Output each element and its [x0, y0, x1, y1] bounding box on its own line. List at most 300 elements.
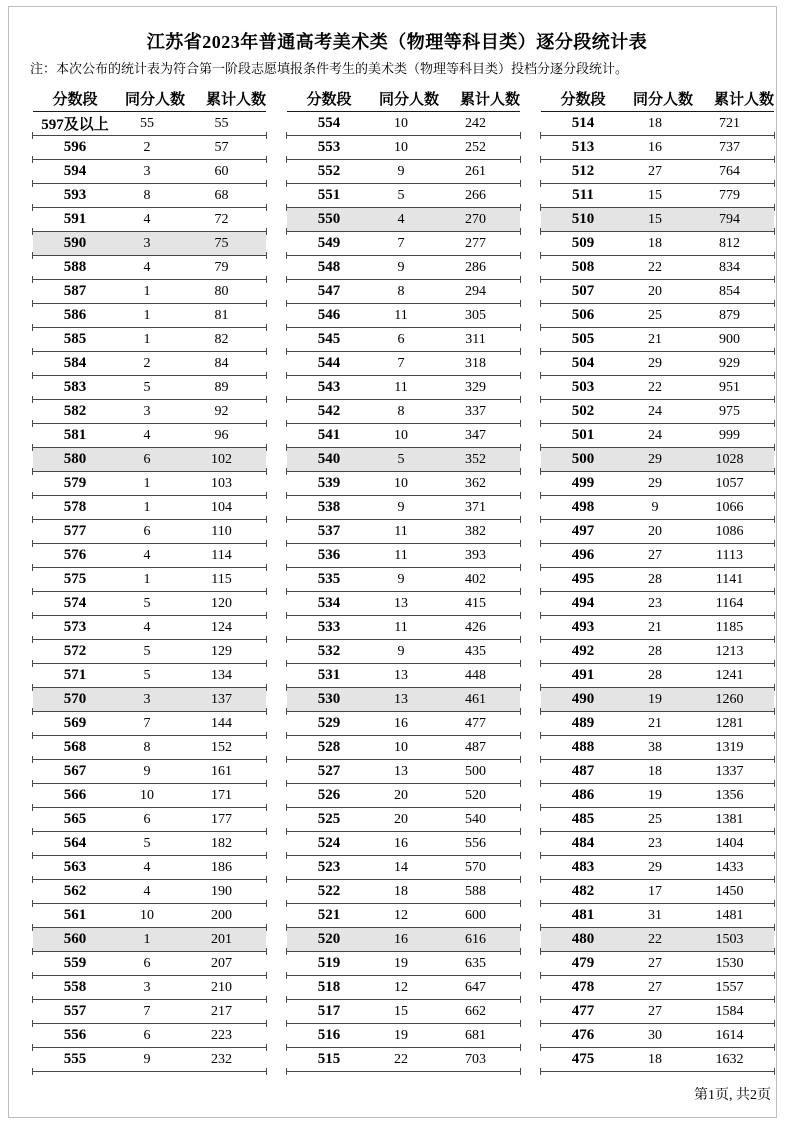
column-header: 分数段	[306, 92, 352, 108]
count-cell: 11	[394, 619, 408, 635]
cumulative-cell: 102	[211, 451, 232, 467]
count-cell: 20	[648, 523, 662, 539]
score-cell: 486	[571, 787, 595, 803]
cumulative-cell: 261	[465, 163, 486, 179]
count-cell: 19	[394, 1027, 408, 1043]
cumulative-cell: 975	[719, 403, 740, 419]
score-cell: 516	[317, 1027, 341, 1043]
score-cell: 574	[63, 595, 87, 611]
column-header: 分数段	[560, 92, 606, 108]
count-cell: 6	[143, 523, 151, 539]
cumulative-cell: 352	[465, 451, 486, 467]
cumulative-cell: 110	[211, 523, 232, 539]
cumulative-cell: 1404	[715, 835, 744, 851]
table-row	[287, 1024, 520, 1048]
table-row	[541, 592, 774, 616]
count-cell: 11	[394, 379, 408, 395]
page-footer: 第1页, 共2页	[694, 1088, 771, 1103]
count-cell: 3	[143, 403, 151, 419]
cumulative-cell: 103	[211, 475, 232, 491]
count-cell: 1	[143, 571, 151, 587]
cumulative-cell: 152	[211, 739, 232, 755]
score-cell: 590	[63, 235, 87, 251]
score-cell: 585	[63, 331, 87, 347]
table-row	[541, 472, 774, 496]
count-cell: 13	[394, 667, 408, 683]
table-row	[541, 352, 774, 376]
table-row	[541, 952, 774, 976]
cumulative-cell: 1381	[715, 811, 744, 827]
table-row	[287, 424, 520, 448]
score-cell: 481	[571, 907, 595, 923]
cumulative-cell: 900	[719, 331, 740, 347]
count-cell: 21	[648, 331, 662, 347]
cumulative-cell: 72	[214, 211, 229, 227]
count-cell: 13	[394, 595, 408, 611]
score-cell: 488	[571, 739, 595, 755]
cumulative-cell: 1450	[715, 883, 744, 899]
score-cell: 477	[571, 1003, 595, 1019]
column-header: 累计人数	[205, 92, 266, 108]
count-cell: 7	[397, 355, 405, 371]
count-cell: 16	[648, 139, 662, 155]
score-cell: 476	[571, 1027, 595, 1043]
score-cell: 547	[317, 283, 341, 299]
score-cell: 571	[63, 667, 87, 683]
score-cell: 577	[63, 523, 87, 539]
table-row	[541, 256, 774, 280]
score-cell: 496	[571, 547, 595, 563]
cumulative-cell: 1632	[715, 1051, 744, 1067]
score-cell: 597及以上	[41, 117, 109, 133]
score-cell: 544	[317, 355, 341, 371]
table-row	[541, 808, 774, 832]
cumulative-cell: 190	[211, 883, 232, 899]
count-cell: 9	[397, 259, 405, 275]
table-row	[541, 1000, 774, 1024]
table-row	[287, 232, 520, 256]
cumulative-cell: 137	[211, 691, 232, 707]
table-row	[287, 400, 520, 424]
cumulative-cell: 144	[211, 715, 232, 731]
score-cell: 520	[317, 931, 341, 947]
cumulative-cell: 1057	[715, 475, 744, 491]
table-row	[33, 400, 266, 424]
count-cell: 2	[143, 355, 151, 371]
cumulative-cell: 681	[465, 1027, 486, 1043]
score-cell: 575	[63, 571, 87, 587]
score-cell: 515	[317, 1051, 341, 1067]
table-row	[541, 544, 774, 568]
count-cell: 19	[394, 955, 408, 971]
table-row	[33, 520, 266, 544]
count-cell: 55	[140, 115, 154, 131]
count-cell: 3	[143, 691, 151, 707]
score-cell: 494	[571, 595, 595, 611]
cumulative-cell: 402	[465, 571, 486, 587]
table-row	[33, 832, 266, 856]
table-row	[33, 352, 266, 376]
table-row	[287, 496, 520, 520]
score-cell: 555	[63, 1051, 87, 1067]
score-cell: 528	[317, 739, 341, 755]
cumulative-cell: 171	[211, 787, 232, 803]
count-cell: 22	[648, 931, 662, 947]
score-cell: 524	[317, 835, 341, 851]
count-cell: 18	[648, 115, 662, 131]
score-cell: 514	[571, 115, 595, 131]
score-cell: 573	[63, 619, 87, 635]
cumulative-cell: 182	[211, 835, 232, 851]
cumulative-cell: 329	[465, 379, 486, 395]
cumulative-cell: 570	[465, 859, 486, 875]
cumulative-cell: 200	[211, 907, 232, 923]
cumulative-cell: 588	[465, 883, 486, 899]
count-cell: 7	[397, 235, 405, 251]
count-cell: 4	[143, 883, 151, 899]
count-cell: 4	[143, 259, 151, 275]
score-cell: 556	[63, 1027, 87, 1043]
table-row	[33, 424, 266, 448]
score-cell: 498	[571, 499, 595, 515]
table-row	[541, 208, 774, 232]
table-row	[541, 424, 774, 448]
table-row	[541, 400, 774, 424]
table-row	[33, 232, 266, 256]
score-cell: 507	[571, 283, 595, 299]
table-row	[287, 184, 520, 208]
table-row	[33, 256, 266, 280]
score-cell: 503	[571, 379, 595, 395]
score-cell: 541	[317, 427, 341, 443]
table-row	[541, 520, 774, 544]
score-cell: 543	[317, 379, 341, 395]
table-row	[287, 1048, 520, 1072]
cumulative-cell: 1319	[715, 739, 744, 755]
cumulative-cell: 177	[211, 811, 232, 827]
table-row	[287, 904, 520, 928]
cumulative-cell: 1356	[715, 787, 744, 803]
cumulative-cell: 161	[211, 763, 232, 779]
score-cell: 518	[317, 979, 341, 995]
table-row	[541, 304, 774, 328]
score-cell: 540	[317, 451, 341, 467]
score-cell: 562	[63, 883, 87, 899]
score-cell: 552	[317, 163, 341, 179]
count-cell: 9	[397, 163, 405, 179]
score-cell: 566	[63, 787, 87, 803]
count-cell: 10	[394, 139, 408, 155]
table-row	[33, 880, 266, 904]
table-row	[33, 208, 266, 232]
table-row	[287, 760, 520, 784]
cumulative-cell: 1164	[715, 595, 744, 611]
column-header: 分数段	[52, 92, 98, 108]
table-row	[541, 496, 774, 520]
score-cell: 596	[63, 139, 87, 155]
score-cell: 591	[63, 211, 87, 227]
count-cell: 9	[397, 643, 405, 659]
table-row	[541, 784, 774, 808]
count-cell: 1	[143, 307, 151, 323]
count-cell: 4	[143, 859, 151, 875]
score-cell: 583	[63, 379, 87, 395]
cumulative-cell: 1530	[715, 955, 744, 971]
score-cell: 493	[571, 619, 595, 635]
score-cell: 502	[571, 403, 595, 419]
score-cell: 491	[571, 667, 595, 683]
table-row	[33, 808, 266, 832]
count-cell: 16	[394, 715, 408, 731]
score-cell: 523	[317, 859, 341, 875]
cumulative-cell: 929	[719, 355, 740, 371]
cumulative-cell: 104	[211, 499, 232, 515]
table-row	[33, 544, 266, 568]
cumulative-cell: 1503	[715, 931, 744, 947]
cumulative-cell: 80	[214, 283, 229, 299]
count-cell: 6	[397, 331, 405, 347]
count-cell: 9	[143, 1051, 151, 1067]
count-cell: 13	[394, 763, 408, 779]
cumulative-cell: 662	[465, 1003, 486, 1019]
count-cell: 23	[648, 595, 662, 611]
cumulative-cell: 277	[465, 235, 486, 251]
table-row	[33, 688, 266, 712]
table-row	[541, 1024, 774, 1048]
count-cell: 5	[143, 379, 151, 395]
column-header: 同分人数	[124, 92, 185, 108]
score-cell: 525	[317, 811, 341, 827]
score-cell: 578	[63, 499, 87, 515]
count-cell: 14	[394, 859, 408, 875]
score-cell: 570	[63, 691, 87, 707]
score-cell: 483	[571, 859, 595, 875]
table-row	[541, 712, 774, 736]
count-cell: 27	[648, 979, 662, 995]
count-cell: 8	[397, 403, 405, 419]
score-cell: 581	[63, 427, 87, 443]
table-row	[541, 640, 774, 664]
cumulative-cell: 286	[465, 259, 486, 275]
table-row	[287, 544, 520, 568]
table-row	[287, 1000, 520, 1024]
score-cell: 535	[317, 571, 341, 587]
table-row	[33, 640, 266, 664]
cumulative-cell: 266	[465, 187, 486, 203]
count-cell: 28	[648, 571, 662, 587]
cumulative-cell: 779	[719, 187, 740, 203]
count-cell: 8	[143, 739, 151, 755]
cumulative-cell: 1066	[715, 499, 744, 515]
table-row	[33, 1048, 266, 1072]
table-row	[287, 880, 520, 904]
count-cell: 6	[143, 811, 151, 827]
table-row	[287, 952, 520, 976]
count-cell: 8	[143, 187, 151, 203]
cumulative-cell: 114	[211, 547, 232, 563]
cumulative-cell: 270	[465, 211, 486, 227]
table-row	[287, 304, 520, 328]
count-cell: 1	[143, 283, 151, 299]
table-row	[541, 160, 774, 184]
count-cell: 7	[143, 715, 151, 731]
table-row	[287, 688, 520, 712]
score-cell: 565	[63, 811, 87, 827]
score-table-1	[33, 86, 266, 1072]
count-cell: 30	[648, 1027, 662, 1043]
table-row	[287, 136, 520, 160]
table-row	[287, 832, 520, 856]
page-note: 注：本次公布的统计表为符合第一阶段志愿填报条件考生的美术类（物理等科目类）投档分逐分段统计。	[30, 61, 629, 76]
count-cell: 25	[648, 307, 662, 323]
score-cell: 521	[317, 907, 341, 923]
count-cell: 5	[397, 187, 405, 203]
cumulative-cell: 500	[465, 763, 486, 779]
count-cell: 10	[394, 115, 408, 131]
table-row	[541, 928, 774, 952]
table-row	[287, 328, 520, 352]
cumulative-cell: 1481	[715, 907, 744, 923]
score-cell: 560	[63, 931, 87, 947]
column-header: 同分人数	[632, 92, 693, 108]
cumulative-cell: 382	[465, 523, 486, 539]
count-cell: 18	[648, 235, 662, 251]
table-row	[541, 1048, 774, 1072]
table-row	[541, 616, 774, 640]
table-row	[541, 232, 774, 256]
count-cell: 18	[648, 1051, 662, 1067]
table-row	[541, 856, 774, 880]
cumulative-cell: 435	[465, 643, 486, 659]
table-row	[33, 856, 266, 880]
cumulative-cell: 120	[211, 595, 232, 611]
table-row	[287, 616, 520, 640]
table-row	[287, 808, 520, 832]
cumulative-cell: 89	[214, 379, 229, 395]
count-cell: 10	[394, 427, 408, 443]
count-cell: 17	[648, 883, 662, 899]
table-row	[541, 688, 774, 712]
table-row	[287, 376, 520, 400]
cumulative-cell: 242	[465, 115, 486, 131]
score-cell: 580	[63, 451, 87, 467]
count-cell: 5	[143, 643, 151, 659]
cumulative-cell: 55	[214, 115, 229, 131]
cumulative-cell: 1086	[715, 523, 744, 539]
cumulative-cell: 75	[214, 235, 229, 251]
count-cell: 21	[648, 619, 662, 635]
cumulative-cell: 1113	[716, 547, 743, 563]
count-cell: 20	[394, 787, 408, 803]
cumulative-cell: 461	[465, 691, 486, 707]
count-cell: 1	[143, 475, 151, 491]
score-cell: 539	[317, 475, 341, 491]
table-row	[287, 640, 520, 664]
cumulative-cell: 487	[465, 739, 486, 755]
count-cell: 5	[397, 451, 405, 467]
score-cell: 478	[571, 979, 595, 995]
cumulative-cell: 647	[465, 979, 486, 995]
cumulative-cell: 294	[465, 283, 486, 299]
count-cell: 20	[648, 283, 662, 299]
column-header: 累计人数	[459, 92, 520, 108]
count-cell: 24	[648, 427, 662, 443]
count-cell: 6	[143, 451, 151, 467]
cumulative-cell: 448	[465, 667, 486, 683]
count-cell: 6	[143, 1027, 151, 1043]
count-cell: 5	[143, 835, 151, 851]
table-row	[33, 904, 266, 928]
table-row	[287, 280, 520, 304]
count-cell: 10	[140, 907, 154, 923]
score-cell: 549	[317, 235, 341, 251]
count-cell: 9	[397, 499, 405, 515]
cumulative-cell: 1584	[715, 1003, 744, 1019]
cumulative-cell: 124	[211, 619, 232, 635]
score-cell: 527	[317, 763, 341, 779]
score-cell: 492	[571, 643, 595, 659]
cumulative-cell: 207	[211, 955, 232, 971]
cumulative-cell: 1213	[715, 643, 744, 659]
score-cell: 538	[317, 499, 341, 515]
score-cell: 500	[571, 451, 595, 467]
table-row	[33, 376, 266, 400]
table-row	[541, 904, 774, 928]
score-cell: 487	[571, 763, 595, 779]
cumulative-cell: 210	[211, 979, 232, 995]
cumulative-cell: 92	[214, 403, 229, 419]
score-cell: 533	[317, 619, 341, 635]
count-cell: 1	[143, 331, 151, 347]
count-cell: 5	[143, 595, 151, 611]
score-cell: 522	[317, 883, 341, 899]
table-row	[33, 952, 266, 976]
count-cell: 18	[394, 883, 408, 899]
cumulative-cell: 477	[465, 715, 486, 731]
count-cell: 3	[143, 235, 151, 251]
cumulative-cell: 616	[465, 931, 486, 947]
count-cell: 23	[648, 835, 662, 851]
count-cell: 4	[143, 619, 151, 635]
score-cell: 479	[571, 955, 595, 971]
score-cell: 569	[63, 715, 87, 731]
cumulative-cell: 115	[211, 571, 232, 587]
score-cell: 513	[571, 139, 595, 155]
score-cell: 505	[571, 331, 595, 347]
score-cell: 475	[571, 1051, 595, 1067]
cumulative-cell: 68	[214, 187, 229, 203]
count-cell: 29	[648, 451, 662, 467]
count-cell: 27	[648, 163, 662, 179]
count-cell: 38	[648, 739, 662, 755]
table-row	[541, 832, 774, 856]
table-row	[33, 472, 266, 496]
score-cell: 582	[63, 403, 87, 419]
table-row	[287, 592, 520, 616]
cumulative-cell: 305	[465, 307, 486, 323]
count-cell: 11	[394, 523, 408, 539]
table-row	[33, 760, 266, 784]
count-cell: 1	[143, 931, 151, 947]
score-cell: 485	[571, 811, 595, 827]
count-cell: 16	[394, 931, 408, 947]
count-cell: 10	[394, 739, 408, 755]
cumulative-cell: 311	[465, 331, 486, 347]
table-row	[33, 304, 266, 328]
cumulative-cell: 1614	[715, 1027, 744, 1043]
score-cell: 531	[317, 667, 341, 683]
count-cell: 11	[394, 547, 408, 563]
